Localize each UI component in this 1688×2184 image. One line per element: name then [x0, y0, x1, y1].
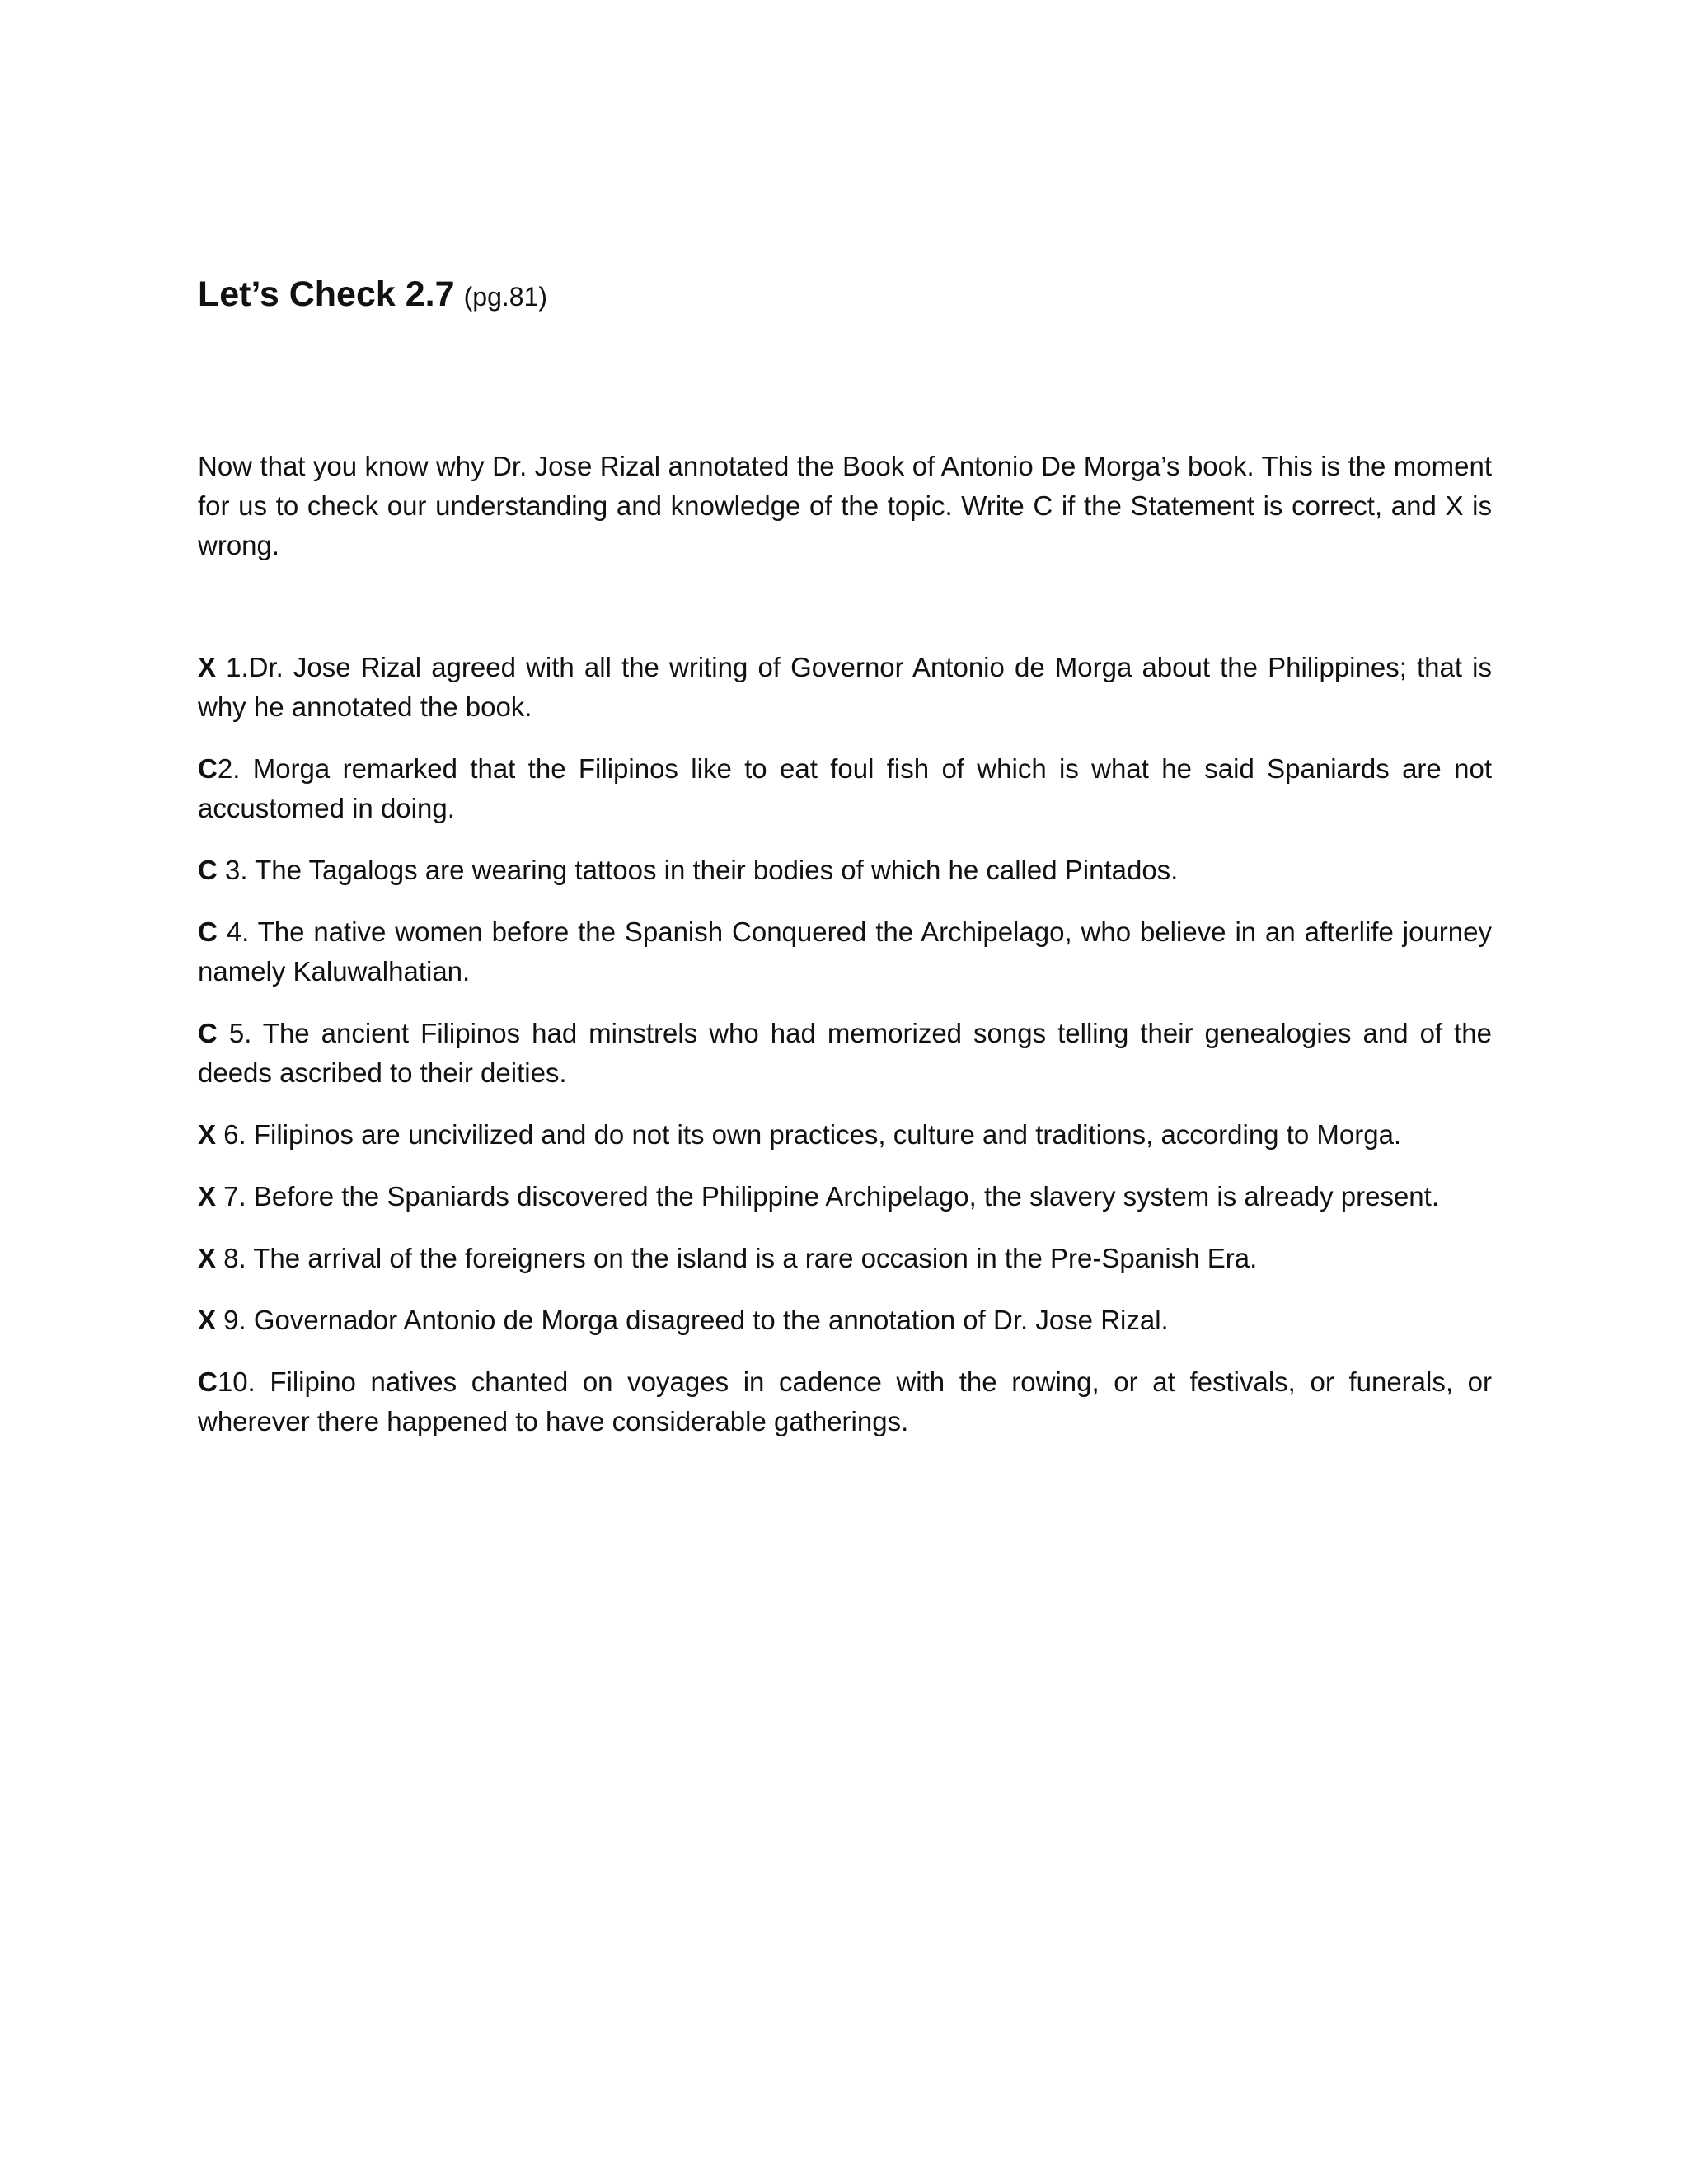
statement-text: 9. Governador Antonio de Morga disagreed to the annotation of Dr. Jose Rizal. — [216, 1305, 1169, 1335]
answer-mark: X — [198, 1243, 217, 1273]
statement-text: 10. Filipino natives chanted on voyages in cadence with the rowing, or at festivals, or funerals, or wherever there happened to have considerable gatherings. — [198, 1366, 1492, 1436]
list-item — [198, 648, 1492, 727]
statement-text: 5. The ancient Filipinos had minstrels who had memorized songs telling their genealogies and of the deeds ascribed to their deities. — [198, 1018, 1492, 1088]
instructions-paragraph: Now that you know why Dr. Jose Rizal annotated the Book of Antonio De Morga’s book. This is the moment for us to check our understanding and knowledge of the topic. Write C if the Statement is correct, and X is wrong. — [198, 451, 1492, 560]
answer-mark: C — [198, 753, 218, 784]
answer-mark: X — [198, 1181, 217, 1212]
list-item — [198, 1239, 1492, 1278]
title-text: Let’s Check 2.7 — [198, 274, 455, 314]
answer-mark: X — [198, 1305, 217, 1335]
page-reference: (pg.81) — [463, 282, 548, 312]
list-item — [198, 912, 1492, 991]
list-item — [198, 1115, 1492, 1155]
answer-mark: C — [198, 855, 218, 885]
list-item — [198, 749, 1492, 828]
answer-mark: X — [198, 1119, 217, 1150]
statement-text: 3. The Tagalogs are wearing tattoos in their bodies of which he called Pintados. — [217, 855, 1179, 885]
answer-mark: C — [198, 916, 218, 947]
list-item — [198, 1014, 1492, 1093]
answer-list — [198, 648, 1492, 1441]
list-item — [198, 851, 1492, 890]
statement-text: 6. Filipinos are uncivilized and do not its own practices, culture and traditions, according to Morga. — [216, 1119, 1402, 1150]
page-title — [198, 272, 1492, 319]
answer-mark: C — [198, 1018, 218, 1048]
statement-text: 2. Morga remarked that the Filipinos like to eat foul fish of which is what he said Spaniards are not accustomed in doing. — [198, 753, 1492, 823]
answer-mark: C — [198, 1366, 218, 1397]
statement-text: 1.Dr. Jose Rizal agreed with all the writing of Governor Antonio de Morga about the Philippines; that is why he annotated the book. — [198, 652, 1492, 722]
list-item — [198, 1177, 1492, 1216]
document-page — [198, 272, 1492, 1464]
statement-text: 8. The arrival of the foreigners on the island is a rare occasion in the Pre-Spanish Era. — [216, 1243, 1258, 1273]
list-item — [198, 1301, 1492, 1340]
statement-text: 4. The native women before the Spanish Conquered the Archipelago, who believe in an afterlife journey namely Kaluwalhatian. — [198, 916, 1492, 987]
list-item — [198, 1362, 1492, 1441]
answer-mark: X — [198, 652, 217, 682]
statement-text: 7. Before the Spaniards discovered the Philippine Archipelago, the slavery system is already present. — [216, 1181, 1440, 1212]
